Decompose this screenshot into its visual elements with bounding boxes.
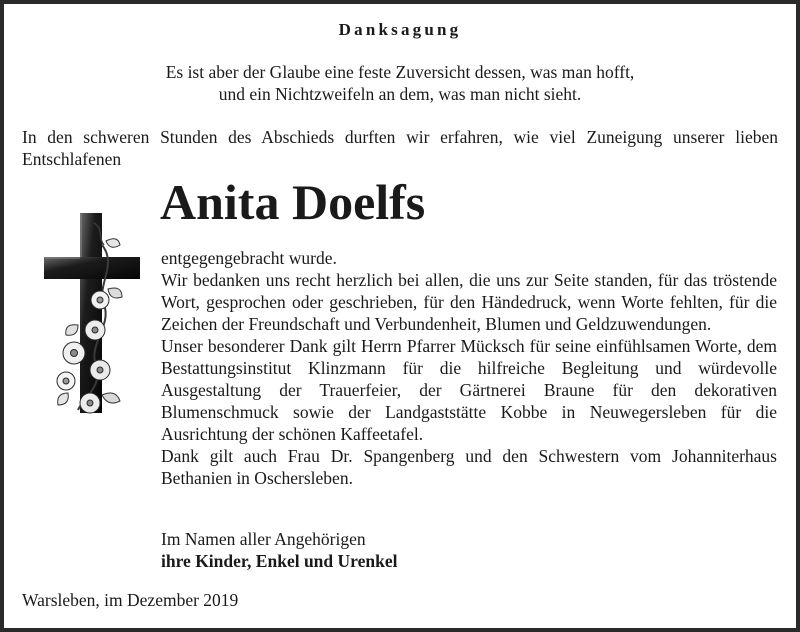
received-line: entgegengebracht wurde. bbox=[161, 248, 337, 268]
intro-text bbox=[22, 126, 778, 170]
deceased-name: Anita Doelfs bbox=[160, 174, 426, 230]
verse-line: und ein Nichtzweifeln an dem, was man nicht sieht. bbox=[218, 84, 582, 104]
thanks-paragraph-nurses: Dank gilt auch Frau Dr. Spangenberg und den Schwestern vom Johanniterhaus Bethanien in Oschersleben. bbox=[161, 446, 777, 488]
closing-line: Im Namen aller Angehörigen bbox=[161, 529, 366, 549]
family-signature: ihre Kinder, Enkel und Urenkel bbox=[161, 551, 398, 571]
thanks-paragraph-all: Wir bedanken uns recht herzlich bei allen, die uns zur Seite standen, für das tröstende Wort, gesprochen oder geschrieben, für den Händedruck, wenn Worte fehlten, für die Zeichen der Freundschaft und Verbundenheit, Blumen und Geldzuwendungen. bbox=[161, 270, 777, 334]
intro-line: In den schweren Stunden des Abschieds durften wir erfahren, wie viel Zuneigung unserer lieben bbox=[22, 127, 778, 147]
notice-heading: Danksagung bbox=[338, 20, 462, 39]
bible-verse bbox=[0, 61, 800, 105]
closing-block bbox=[161, 528, 397, 572]
cross-with-flowers-icon bbox=[38, 205, 148, 420]
intro-line: Entschlafenen bbox=[22, 149, 122, 169]
verse-line: Es ist aber der Glaube eine feste Zuversicht dessen, was man hofft, bbox=[165, 62, 635, 82]
place-and-date: Warsleben, im Dezember 2019 bbox=[22, 590, 239, 610]
thanks-paragraph-special: Unser besonderer Dank gilt Herrn Pfarrer Mücksch für seine einfühlsamen Worte, dem Bestattungsinstitut Klinzmann für die hilfreiche Begleitung und würdevolle Ausgestaltung der Trauerfeier, der Gärtnerei Braune für den dekorativen Blumenschmuck sowie der Landgaststätte Kobbe in Neuwegersleben für die Ausrichtung der schönen Kaffeetafel. bbox=[161, 336, 777, 444]
thanks-body bbox=[161, 247, 777, 489]
